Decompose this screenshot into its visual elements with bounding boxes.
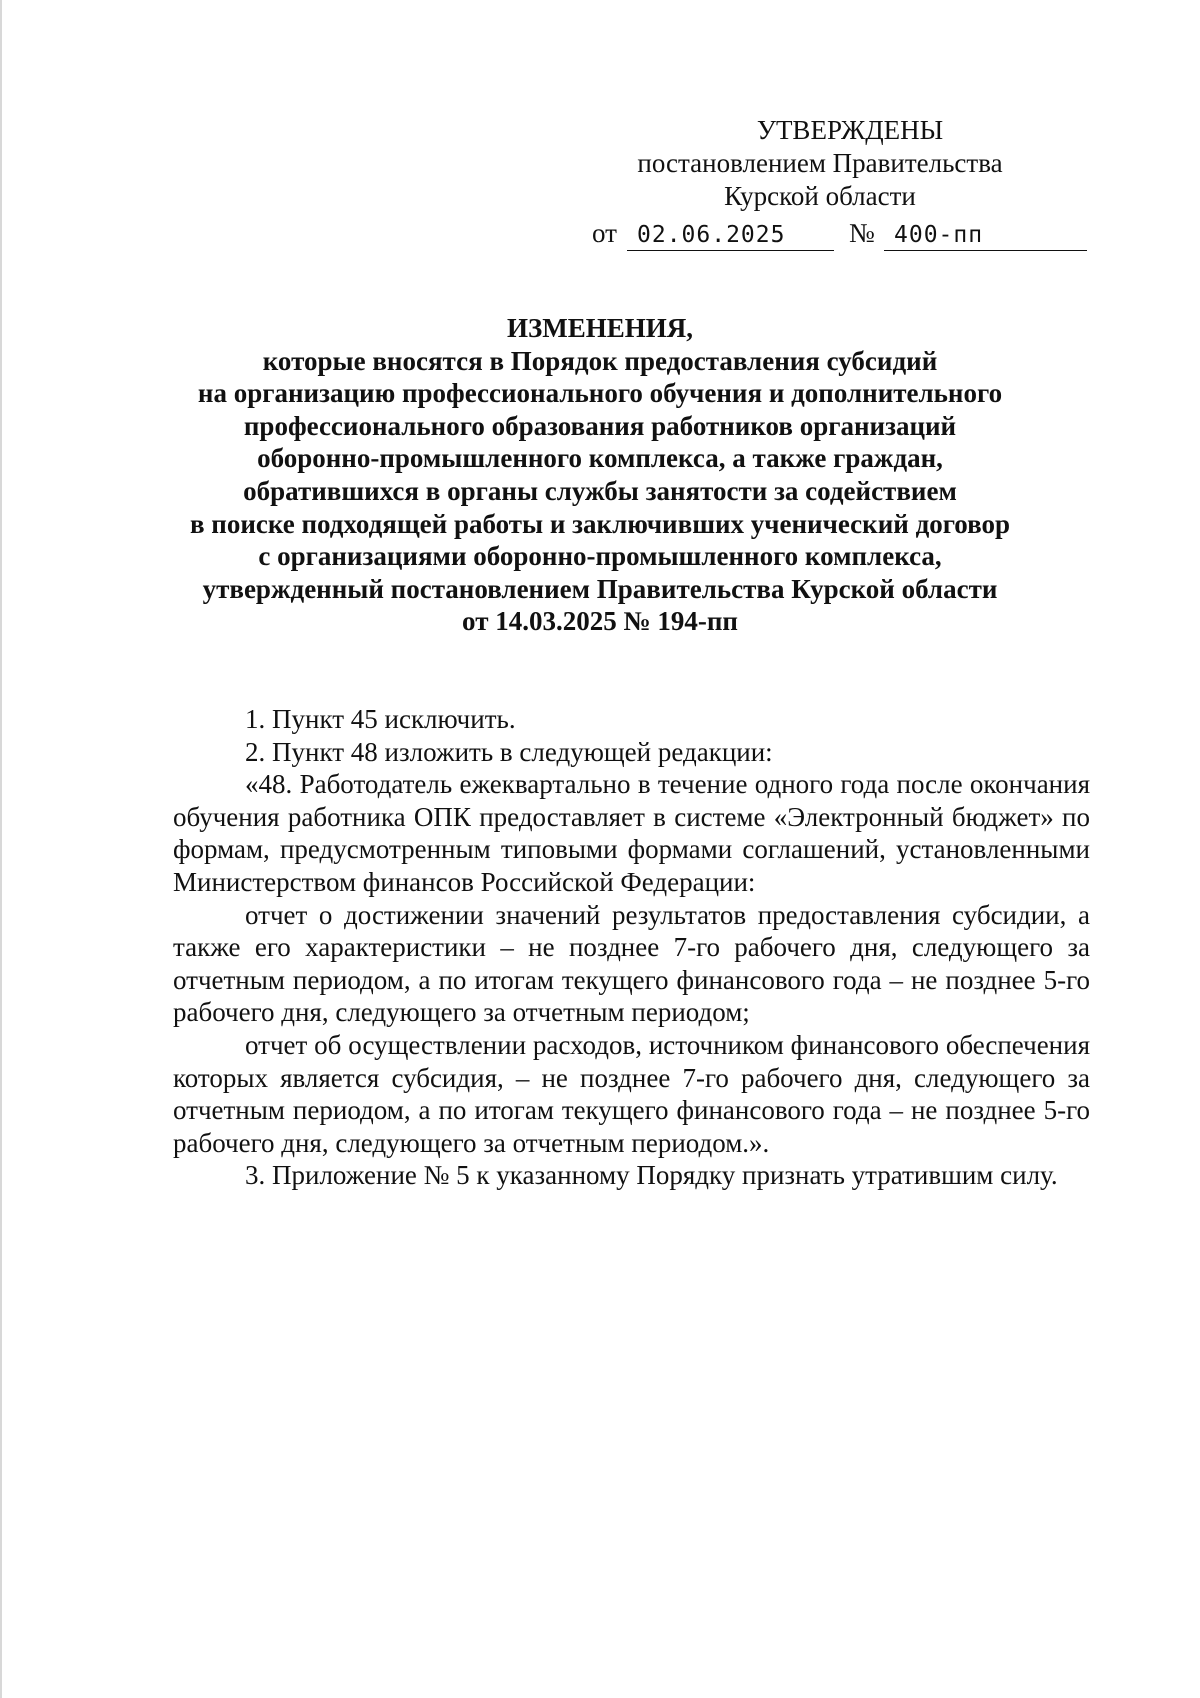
approval-reference [592,218,1087,252]
number-label: № [849,218,875,248]
date-value: 02.06.2025 [637,222,786,248]
title-heading: ИЗМЕНЕНИЯ, [506,313,693,343]
paragraph-3: «48. Работодатель ежеквартально в течение одного года после окончания обучения работника ОПК предоставляет в системе «Электронный бюджет» по формам, предусмотренным типовыми формами соглашений, установленными Министерством финансов Российской Федерации: [173,769,1090,897]
title-line: с организациями оборонно-промышленного комплекса, [258,541,942,572]
title-line: обратившихся в органы службы занятости за содействием [243,475,957,506]
approval-status: УТВЕРЖДЕНЫ [756,115,944,145]
document-title [150,312,1050,638]
paragraph-2: 2. Пункт 48 изложить в следующей редакции: [245,736,773,767]
page-edge [0,0,2,1698]
approval-line-2: постановлением Правительства [637,148,1003,178]
title-line: утвержденный постановлением Правительства Курской области [202,573,998,604]
paragraph-6: 3. Приложение № 5 к указанному Порядку признать утратившим силу. [245,1160,1058,1191]
number-field [884,218,1087,251]
document-body [173,703,1090,1192]
title-line: от 14.03.2025 № 194-пп [462,606,738,637]
number-value: 400-пп [894,222,984,248]
title-line: на организацию профессионального обучения и дополнительного [197,378,1003,409]
paragraph-1: 1. Пункт 45 исключить. [245,704,516,734]
title-line: в поиске подходящей работы и заключивших ученический договор [189,508,1011,539]
date-label: от [592,218,617,248]
date-field [627,218,834,251]
approval-line-3: Курской области [724,181,916,211]
title-line: которые вносятся в Порядок предоставления субсидий [262,345,938,376]
paragraph-5: отчет об осуществлении расходов, источником финансового обеспечения которых является субсидия, – не позднее 7-го рабочего дня, следующего за отчетным периодом, а по итогам текущего финансового года – не позднее 5-го рабочего дня, следующего за отчетным периодом.». [173,1029,1090,1158]
title-line: профессионального образования работников организаций [243,410,957,441]
title-line: оборонно-промышленного комплекса, а также граждан, [257,443,943,474]
paragraph-4: отчет о достижении значений результатов предоставления субсидии, а также его характеристики – не позднее 7-го рабочего дня, следующего за отчетным периодом, а по итогам текущего финансового года – не позднее 5-го рабочего дня, следующего за отчетным периодом; [173,899,1090,1028]
